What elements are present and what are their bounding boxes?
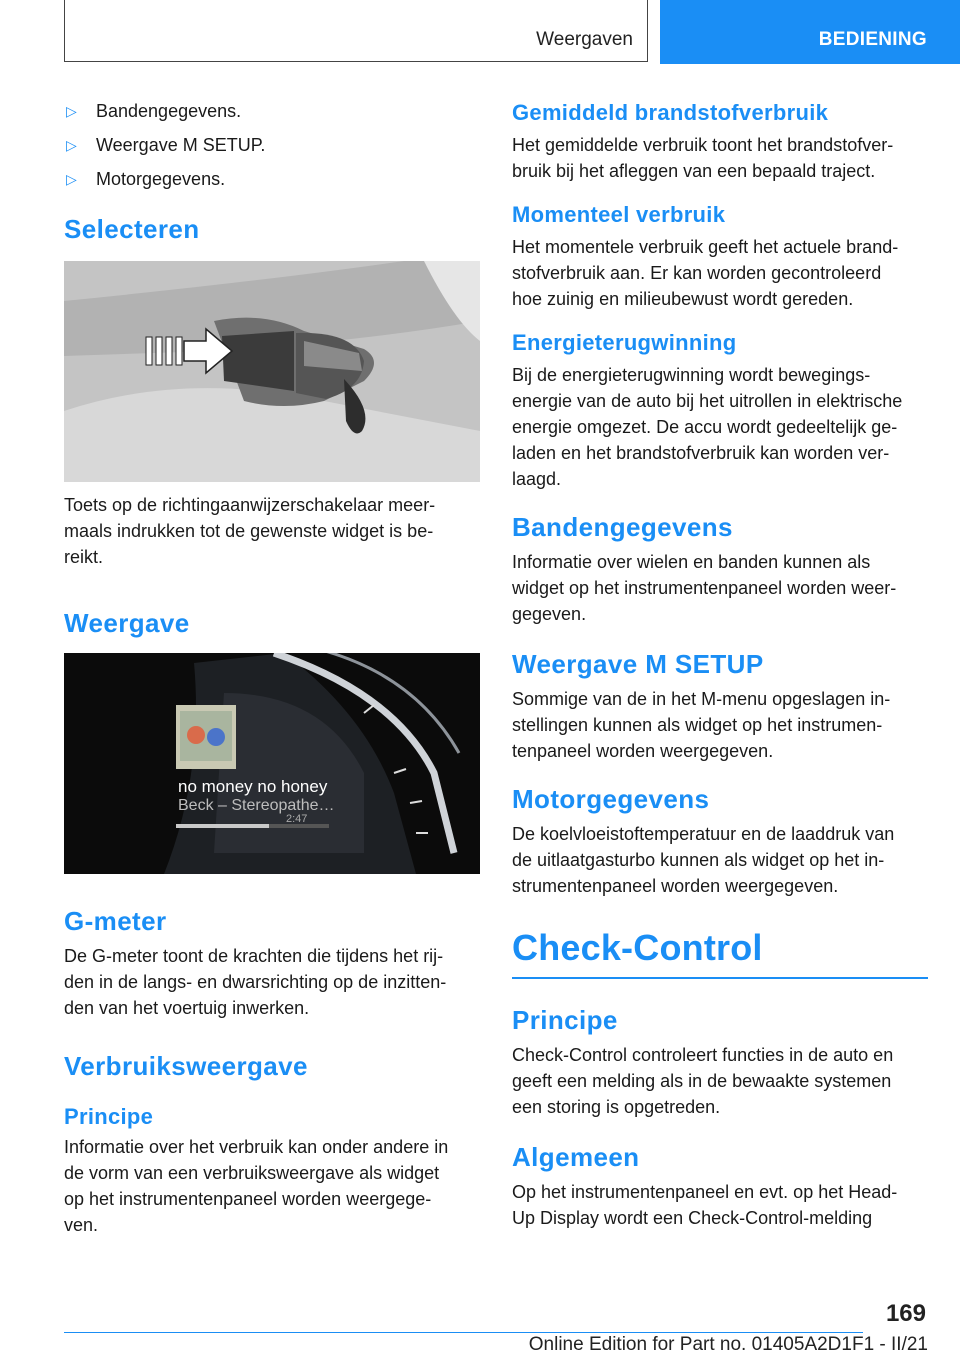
instrument-cluster-illustration <box>64 653 480 874</box>
text-line: Het gemiddelde verbruik toont het brandstofver- <box>512 135 894 155</box>
gemiddeld-paragraph <box>512 132 928 184</box>
turn-signal-lever-image <box>64 261 480 482</box>
turn-signal-lever-illustration <box>64 261 480 482</box>
triangle-bullet-icon: ▷ <box>66 137 77 153</box>
list-item <box>64 100 480 122</box>
footer-divider <box>64 1332 863 1333</box>
text-line: Informatie over het verbruik kan onder andere in <box>64 1137 449 1157</box>
text-line: op het instrumentenpaneel worden weergege- <box>64 1189 432 1209</box>
momenteel-paragraph <box>512 234 928 312</box>
heading-weergave: Weergave <box>64 608 190 638</box>
page-number: 169 <box>885 1300 926 1327</box>
text-line: De koelvloeistoftemperatuur en de laaddruk van <box>512 824 895 844</box>
text-line: geeft een melding als in de bewaakte systemen <box>512 1071 892 1091</box>
heading-selecteren: Selecteren <box>64 214 200 244</box>
bandengegevens-paragraph <box>512 549 928 627</box>
song-title: no money no honey <box>178 777 328 796</box>
text-line: den van het voertuig inwerken. <box>64 998 310 1018</box>
text-line: strumentenpaneel worden weergegeven. <box>512 876 839 896</box>
text-line: Informatie over wielen en banden kunnen als <box>512 552 871 572</box>
heading-weergave-m-setup: Weergave M SETUP <box>512 649 764 679</box>
right-column <box>512 100 928 1231</box>
text-line: een storing is opgetreden. <box>512 1097 721 1117</box>
left-column <box>64 100 480 1238</box>
text-line: energie omgezet. De accu wordt gedeeltelijk ge- <box>512 417 898 437</box>
text-line: Sommige van de in het M-menu opgeslagen in- <box>512 689 891 709</box>
triangle-bullet-icon: ▷ <box>66 103 77 119</box>
text-line: den in de langs- en dwarsrichting op de inzitten- <box>64 972 447 992</box>
text-line: stofverbruik aan. Er kan worden gecontroleerd <box>512 263 882 283</box>
heading-energieterugwinning: Energieterugwinning <box>512 330 737 355</box>
text-line: gegeven. <box>512 604 587 624</box>
text-line: Toets op de richtingaanwijzerschakelaar meer- <box>64 495 436 515</box>
heading-principe: Principe <box>64 1104 154 1129</box>
algemeen-paragraph <box>512 1179 928 1231</box>
heading-gemiddeld-verbruik: Gemiddeld brandstofverbruik <box>512 100 829 125</box>
header-section-label: BEDIENING <box>818 29 927 50</box>
instrument-cluster-image <box>64 653 480 874</box>
text-line: stellingen kunnen als widget op het instrumen- <box>512 715 883 735</box>
selecteren-paragraph <box>64 492 480 570</box>
edition-note: Online Edition for Part no. 01405A2D1F1 - II/21 <box>528 1334 928 1355</box>
heading-algemeen: Algemeen <box>512 1142 640 1172</box>
energieterugwinning-paragraph <box>512 362 928 492</box>
text-line: de uitlaatgasturbo kunnen als widget op het in- <box>512 850 885 870</box>
heading-cc-principe: Principe <box>512 1005 618 1035</box>
text-line: de vorm van een verbruiksweergave als widget <box>64 1163 440 1183</box>
song-artist: Beck – Stereopathe… <box>178 797 335 814</box>
heading-bandengegevens: Bandengegevens <box>512 512 733 542</box>
list-item-text: Bandengegevens. <box>96 101 242 121</box>
text-line: hoe zuinig en milieubewust wordt gereden. <box>512 289 854 309</box>
text-line: ven. <box>64 1215 99 1235</box>
header-section-tab <box>660 0 960 64</box>
heading-verbruiksweergave: Verbruiksweergave <box>64 1051 308 1081</box>
text-line: maals indrukken tot de gewenste widget is be- <box>64 521 434 541</box>
text-line: reikt. <box>64 547 104 567</box>
list-item-text: Motorgegevens. <box>96 169 226 189</box>
list-item <box>64 134 480 156</box>
heading-motorgegevens: Motorgegevens <box>512 784 710 814</box>
text-line: Op het instrumentenpaneel en evt. op het Head- <box>512 1182 898 1202</box>
text-line: energie van de auto bij het uitrollen in elektrische <box>512 391 903 411</box>
heading-momenteel-verbruik: Momenteel verbruik <box>512 202 726 227</box>
principe-paragraph <box>64 1134 480 1238</box>
text-line: De G-meter toont de krachten die tijdens het rij- <box>64 946 444 966</box>
g-meter-paragraph <box>64 943 480 1021</box>
m-setup-paragraph <box>512 686 928 764</box>
text-line: widget op het instrumentenpaneel worden weer- <box>512 578 897 598</box>
text-line: laagd. <box>512 469 562 489</box>
song-time: 2:47 <box>286 813 308 825</box>
cc-principe-paragraph <box>512 1042 928 1120</box>
text-line: laden en het brandstofverbruik kan worden ver- <box>512 443 890 463</box>
text-line: Check-Control controleert functies in de auto en <box>512 1045 894 1065</box>
section-divider <box>512 977 928 979</box>
header-title: Weergaven <box>536 29 633 50</box>
list-item <box>64 168 480 190</box>
text-line: Het momentele verbruik geeft het actuele brand- <box>512 237 899 257</box>
heading-g-meter: G-meter <box>64 906 167 936</box>
text-line: Up Display wordt een Check-Control-melding <box>512 1208 873 1228</box>
motorgegevens-paragraph <box>512 821 928 899</box>
page-header <box>64 0 960 64</box>
heading-check-control: Check-Control <box>512 927 763 968</box>
bullet-list <box>64 100 480 190</box>
list-item-text: Weergave M SETUP. <box>96 135 266 155</box>
text-line: Bij de energieterugwinning wordt bewegings- <box>512 365 871 385</box>
header-title-box <box>64 0 648 62</box>
text-line: bruik bij het afleggen van een bepaald traject. <box>512 161 876 181</box>
triangle-bullet-icon: ▷ <box>66 171 77 187</box>
text-line: tenpaneel worden weergegeven. <box>512 741 774 761</box>
